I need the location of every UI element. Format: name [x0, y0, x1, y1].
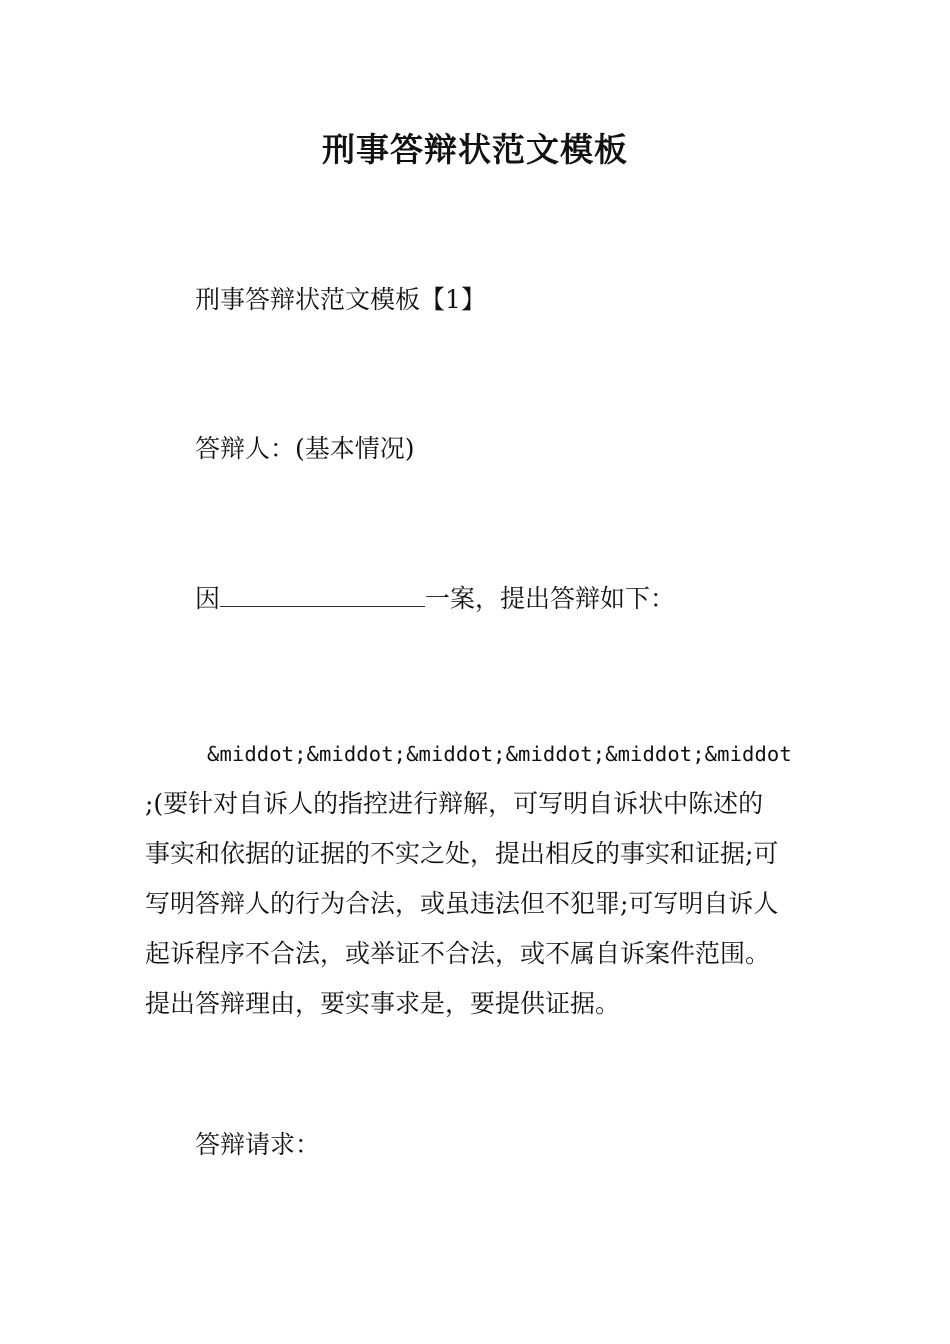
respondent-line: 答辩人：(基本情况): [195, 434, 415, 463]
body-line: 事实和依据的证据的不实之处，提出相反的事实和证据;可: [145, 839, 779, 868]
case-name-blank: [220, 580, 425, 607]
body-line: &middot;&middot;&middot;&middot;&middot;&middot: [207, 742, 792, 766]
body-line: 写明答辩人的行为合法，或虽违法但不犯罪;可写明自诉人: [145, 889, 779, 918]
request-heading: 答辩请求：: [195, 1130, 321, 1159]
document-title: 刑事答辩状范文模板: [322, 130, 628, 169]
body-line: ;(要针对自诉人的指控进行辩解，可写明自诉状中陈述的: [145, 789, 764, 818]
case-line-prefix: 因: [195, 584, 221, 613]
case-line-suffix: 一案，提出答辩如下：: [425, 584, 676, 613]
body-line: 起诉程序不合法，或举证不合法，或不属自诉案件范围。: [145, 939, 771, 968]
body-line: 提出答辩理由，要实事求是，要提供证据。: [145, 989, 621, 1018]
section-heading: 刑事答辩状范文模板【1】: [195, 285, 486, 314]
defense-body: [145, 729, 810, 1029]
case-line: [195, 580, 675, 618]
